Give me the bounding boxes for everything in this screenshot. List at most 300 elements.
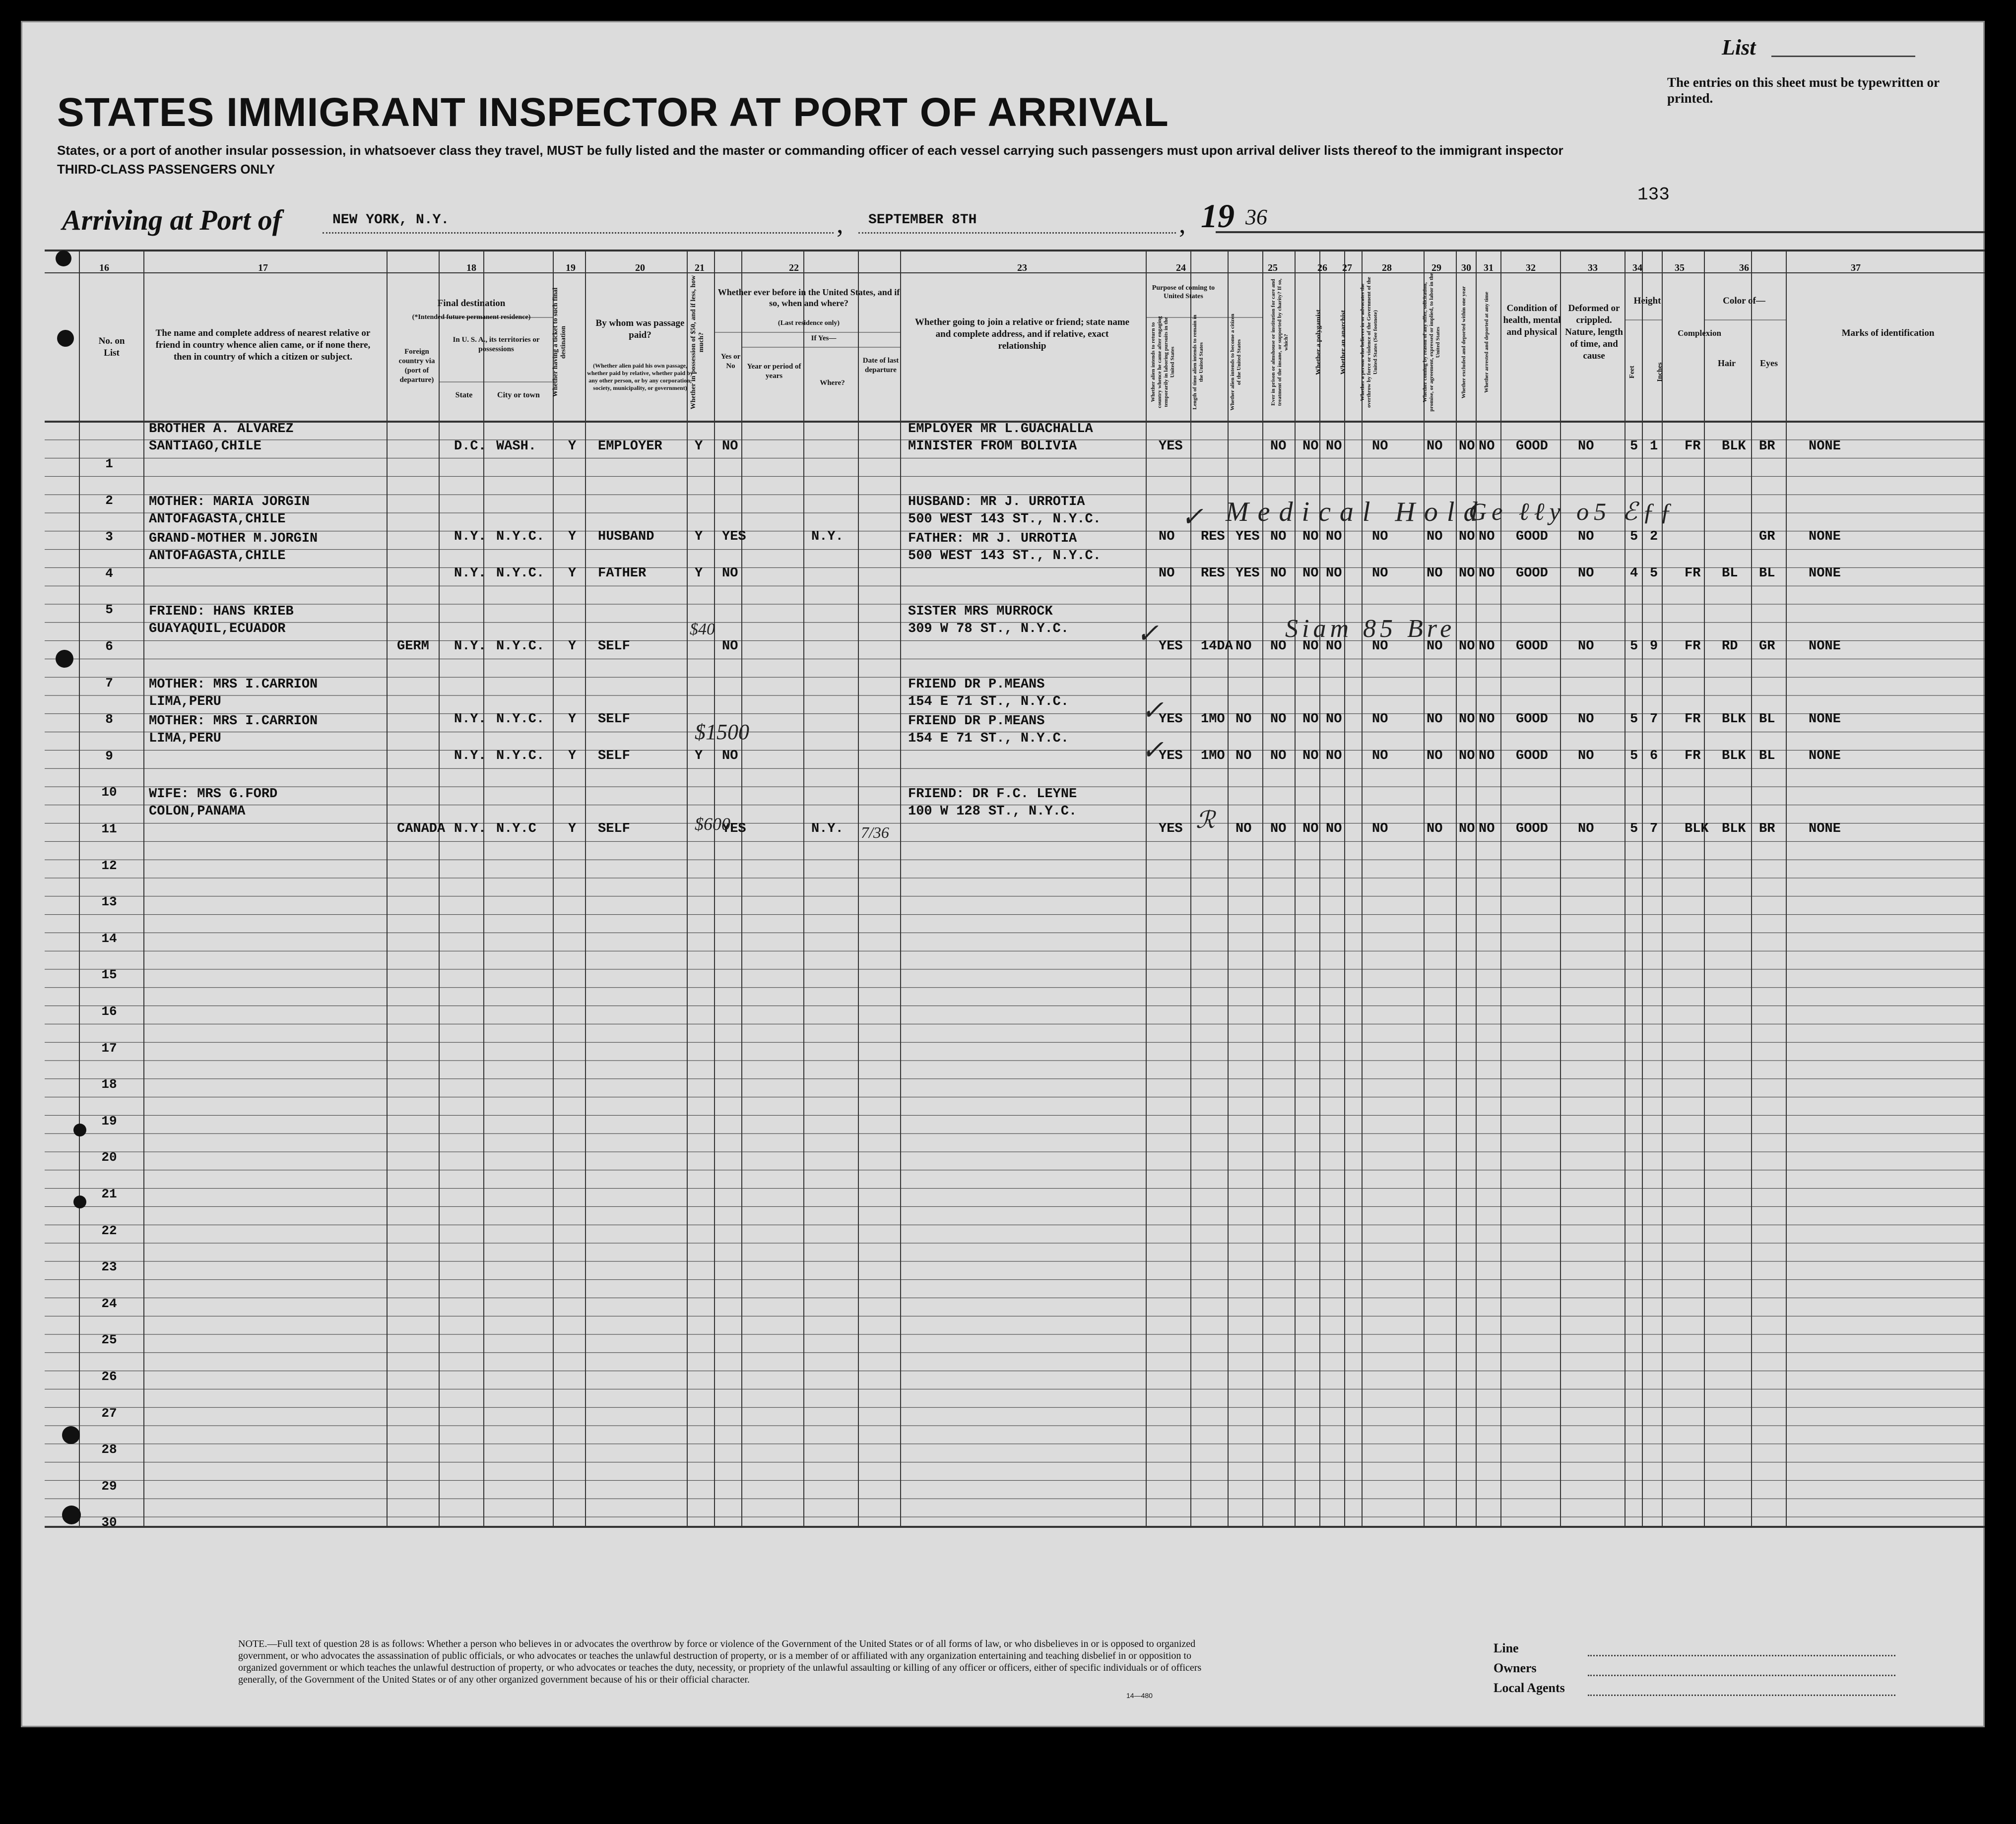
col-34-label: Height bbox=[1633, 296, 1661, 306]
cell-city: N.Y.C. bbox=[496, 748, 545, 763]
cell-c27: NO bbox=[1326, 821, 1342, 836]
handwritten-scribble-row3: Ge ℓℓy o5 ℰƒƒ bbox=[1469, 498, 1677, 525]
cell-p-c: NO bbox=[1236, 748, 1252, 763]
cell-paid: SELF bbox=[598, 639, 630, 654]
cell-c29: NO bbox=[1427, 821, 1443, 836]
cell-rel1: FRIEND: HANS KRIEB bbox=[149, 604, 294, 619]
cell-city: N.Y.C. bbox=[496, 529, 545, 545]
line-number: 14 bbox=[101, 931, 117, 946]
cell-c29: NO bbox=[1427, 439, 1443, 454]
cell-p-c: YES bbox=[1236, 566, 1260, 581]
cell-paid: SELF bbox=[598, 712, 630, 727]
cell-health: GOOD bbox=[1516, 566, 1548, 581]
cell-complexion: FR bbox=[1685, 639, 1701, 654]
line-number: 28 bbox=[101, 1442, 117, 1457]
col-18-number: 18 bbox=[466, 262, 476, 273]
line-number: 6 bbox=[105, 639, 113, 654]
line-number: 8 bbox=[105, 712, 113, 727]
cell-hair: RD bbox=[1722, 639, 1738, 654]
cell-city: WASH. bbox=[496, 439, 537, 454]
cell-c26: NO bbox=[1302, 712, 1319, 727]
cell-eyes: BL bbox=[1759, 712, 1775, 727]
comma-mark: , bbox=[1179, 209, 1186, 239]
cell-hair: BLK bbox=[1722, 821, 1746, 836]
cell-c27: NO bbox=[1326, 529, 1342, 545]
col-37-number: 37 bbox=[1851, 262, 1861, 273]
footer-line-label: Line bbox=[1494, 1641, 1519, 1655]
col-22-where: Where? bbox=[820, 379, 845, 387]
cell-marks: NONE bbox=[1809, 439, 1841, 454]
col-29-label: Whether coming by reason of any offer, solicitation, promise, or agreement, expressed or implied, to labor in the United States bbox=[1422, 273, 1441, 412]
cell-feet: 5 bbox=[1630, 529, 1638, 545]
arriving-label: Arriving at Port of bbox=[62, 204, 282, 236]
cell-health: GOOD bbox=[1516, 712, 1548, 727]
handwritten-scribble-row11: ℛ bbox=[1196, 807, 1215, 833]
check-mark-row6: ✓ bbox=[1136, 619, 1159, 648]
line-number: 7 bbox=[105, 675, 113, 691]
cell-deformed: NO bbox=[1578, 439, 1594, 454]
line-number: 20 bbox=[101, 1150, 117, 1165]
col-16-label: No. on List bbox=[98, 336, 125, 358]
cell-rel2: ANTOFAGASTA,CHILE bbox=[149, 512, 286, 527]
cell-c29: NO bbox=[1427, 566, 1443, 581]
cell-join2: 154 E 71 ST., N.Y.C. bbox=[908, 694, 1069, 710]
cell-c25: NO bbox=[1270, 639, 1287, 654]
cell-join1: FRIEND: DR F.C. LEYNE bbox=[908, 787, 1077, 802]
year-suffix: 36 bbox=[1245, 205, 1267, 229]
page-title: STATES IMMIGRANT INSPECTOR AT PORT OF ARRIVAL bbox=[57, 90, 1169, 135]
cell-complexion: BLK bbox=[1685, 821, 1709, 836]
cell-c28: NO bbox=[1372, 748, 1388, 763]
line-number: 11 bbox=[101, 821, 117, 836]
handwritten-cash-row8: $1500 bbox=[695, 720, 749, 744]
cell-state: N.Y. bbox=[454, 748, 486, 763]
cell-marks: NONE bbox=[1809, 529, 1841, 545]
cell-c28: NO bbox=[1372, 821, 1388, 836]
col-34-number: 34 bbox=[1632, 262, 1642, 273]
cell-c31: NO bbox=[1479, 748, 1495, 763]
line-number: 15 bbox=[101, 967, 117, 983]
col-19-number: 19 bbox=[566, 262, 576, 273]
cell-marks: NONE bbox=[1809, 821, 1841, 836]
line-number: 12 bbox=[101, 858, 117, 873]
col-28-number: 28 bbox=[1382, 262, 1392, 273]
instructions-text: States, or a port of another insular possession, in whatsoever class they travel, MUST be fully listed and the master or commanding officer of each vessel carrying such passengers must upon arrival deliver lists thereof to the immigrant inspector bbox=[57, 143, 1563, 158]
col-35-number: 35 bbox=[1675, 262, 1685, 273]
cell-p-a: YES bbox=[1159, 439, 1183, 454]
cell-deformed: NO bbox=[1578, 566, 1594, 581]
cell-join1: EMPLOYER MR L.GUACHALLA bbox=[908, 422, 1093, 437]
col-32-number: 32 bbox=[1526, 262, 1536, 273]
cell-c25: NO bbox=[1270, 439, 1287, 454]
cell-c31: NO bbox=[1479, 712, 1495, 727]
cell-ticket: Y bbox=[568, 712, 577, 727]
col-33-number: 33 bbox=[1588, 262, 1598, 273]
cell-p-b: RES bbox=[1201, 529, 1225, 545]
cell-where: N.Y. bbox=[811, 821, 844, 836]
cell-before: NO bbox=[722, 639, 738, 654]
cell-ticket: Y bbox=[568, 439, 577, 454]
col-24-label: Purpose of coming to United States bbox=[1152, 284, 1215, 300]
cell-rel2: ANTOFAGASTA,CHILE bbox=[149, 548, 286, 564]
cell-p-a: YES bbox=[1159, 748, 1183, 763]
line-number: 23 bbox=[101, 1259, 117, 1275]
footnote-question-28: NOTE.—Full text of question 28 is as follows: Whether a person who believes in or advocates the overthrow by force or violence of the Government of the United States or of all forms of law, or who disbelieves in or is opposed to organized government, or who advocates the assassination of public officials, or who advocates or teaches the unlawful destruction of property, or is a member of or affiliated with any organization entertaining and teaching disbelief in or opposition to organized government or which teaches the unlawful destruction of property, or who advocates or teaches the duty, necessity, or propriety of the unlawful assaulting or killing of any officer or officers, either of specific individuals or of officers generally, of the Government of the United States or of any other organized government because of his or their official character. bbox=[238, 1638, 1202, 1685]
line-number: 17 bbox=[101, 1040, 117, 1056]
cell-p-a: YES bbox=[1159, 821, 1183, 836]
cell-state: D.C. bbox=[454, 439, 486, 454]
punch-hole bbox=[56, 650, 73, 668]
cell-c31: NO bbox=[1479, 566, 1495, 581]
cell-ticket: Y bbox=[568, 566, 577, 581]
cell-paid: FATHER bbox=[598, 566, 647, 581]
col-22-label: Whether ever before in the United States, and if so, when and where? bbox=[717, 287, 900, 308]
col-24-a-label: Whether alien intends to return to country whence he came after engaging temporarily in laboring pursuits in the United States bbox=[1150, 316, 1175, 408]
cell-paid: HUSBAND bbox=[598, 529, 654, 545]
line-number: 5 bbox=[105, 602, 113, 618]
cell-c25: NO bbox=[1270, 566, 1287, 581]
cell-feet: 5 bbox=[1630, 712, 1638, 727]
col-27-label: Whether an anarchist bbox=[1340, 310, 1347, 375]
cell-p-a: NO bbox=[1159, 566, 1175, 581]
cell-rel1: MOTHER: MRS I.CARRION bbox=[149, 713, 318, 729]
cell-cash: Y bbox=[695, 566, 703, 581]
col-36-hair: Hair bbox=[1718, 358, 1736, 368]
cell-inches: 1 bbox=[1650, 439, 1658, 454]
line-number: 3 bbox=[105, 529, 113, 545]
cell-rel2: LIMA,PERU bbox=[149, 731, 221, 746]
cell-health: GOOD bbox=[1516, 821, 1548, 836]
cell-before: YES bbox=[722, 529, 746, 545]
handwritten-medical-hold: Medical Hold bbox=[1226, 497, 1487, 527]
cell-c27: NO bbox=[1326, 748, 1342, 763]
col-36-label: Color of— bbox=[1723, 296, 1765, 306]
handwritten-date-row11: 7/36 bbox=[861, 823, 889, 841]
col-34-feet: Feet bbox=[1628, 366, 1636, 378]
cell-p-b: 14DA bbox=[1201, 639, 1233, 654]
cell-deformed: NO bbox=[1578, 821, 1594, 836]
cell-eyes: GR bbox=[1759, 639, 1775, 654]
col-22-number: 22 bbox=[789, 262, 799, 273]
cell-complexion: FR bbox=[1685, 748, 1701, 763]
col-23-number: 23 bbox=[1017, 262, 1027, 273]
cell-c26: NO bbox=[1302, 748, 1319, 763]
cell-join1: SISTER MRS MURROCK bbox=[908, 604, 1053, 619]
line-number: 2 bbox=[105, 493, 113, 508]
cell-eyes: BL bbox=[1759, 566, 1775, 581]
cell-p-b: 1MO bbox=[1201, 712, 1225, 727]
cell-complexion: FR bbox=[1685, 566, 1701, 581]
cell-complexion: FR bbox=[1685, 712, 1701, 727]
col-21-label: Whether in possession of $50, and if less, how much? bbox=[690, 275, 705, 410]
cell-hair: BLK bbox=[1722, 439, 1746, 454]
col-22-date: Date of last departure bbox=[862, 357, 899, 374]
cell-eyes: BR bbox=[1759, 439, 1775, 454]
cell-c25: NO bbox=[1270, 821, 1287, 836]
col-36-number: 36 bbox=[1739, 262, 1749, 273]
punch-hole bbox=[62, 1426, 80, 1444]
col-20-label: By whom was passage paid? bbox=[595, 318, 685, 340]
punch-hole bbox=[62, 1506, 81, 1524]
cell-inches: 5 bbox=[1650, 566, 1658, 581]
cell-c25: NO bbox=[1270, 748, 1287, 763]
col-20-sub: (Whether alien paid his own passage, whether paid by relative, whether paid by any other person, or by any corporation, society, municipality, or government) bbox=[587, 362, 693, 391]
col-31-number: 31 bbox=[1484, 262, 1494, 273]
cell-join2: 154 E 71 ST., N.Y.C. bbox=[908, 731, 1069, 746]
cell-deformed: NO bbox=[1578, 712, 1594, 727]
col-24-c-label: Whether alien intends to become a citizen of the United States bbox=[1230, 314, 1242, 411]
cell-join2: 309 W 78 ST., N.Y.C. bbox=[908, 622, 1069, 636]
cell-health: GOOD bbox=[1516, 639, 1548, 654]
cell-c26: NO bbox=[1302, 821, 1319, 836]
col-32-label: Condition of health, mental and physical bbox=[1503, 303, 1561, 337]
col-26-label: Whether a polygamist bbox=[1315, 310, 1322, 375]
cell-inches: 6 bbox=[1650, 748, 1658, 763]
line-number: 21 bbox=[101, 1187, 117, 1201]
cell-c28: NO bbox=[1372, 529, 1388, 545]
punch-hole bbox=[73, 1124, 86, 1136]
list-label: List bbox=[1722, 35, 1756, 60]
col-22-sub: (Last residence only) bbox=[778, 319, 840, 327]
cell-c28: NO bbox=[1372, 712, 1388, 727]
cell-rel2: SANTIAGO,CHILE bbox=[149, 439, 261, 454]
cell-join2: 500 WEST 143 ST., N.Y.C. bbox=[908, 548, 1101, 564]
cell-marks: NONE bbox=[1809, 639, 1841, 654]
cell-ticket: Y bbox=[568, 529, 577, 545]
cell-p-c: NO bbox=[1236, 712, 1252, 727]
col-30-number: 30 bbox=[1461, 262, 1471, 273]
col-24-b-label: Length of time alien intends to remain in the United States bbox=[1192, 314, 1204, 410]
line-number: 13 bbox=[101, 894, 117, 910]
col-37-label: Marks of identification bbox=[1841, 328, 1935, 338]
cell-eyes: GR bbox=[1759, 529, 1775, 545]
footer-owners-field bbox=[1588, 1675, 1895, 1676]
cell-foreign: CANADA bbox=[397, 821, 446, 836]
line-number: 27 bbox=[101, 1405, 117, 1421]
cell-c25: NO bbox=[1270, 712, 1287, 727]
cell-inches: 7 bbox=[1650, 821, 1658, 836]
cell-rel2: GUAYAQUIL,ECUADOR bbox=[149, 622, 286, 636]
col-17-label: The name and complete address of nearest relative or friend in country whence alien came, or if none there, then in country of which a citizen or subject. bbox=[155, 328, 371, 362]
cell-p-a: YES bbox=[1159, 639, 1183, 654]
col-26-number: 26 bbox=[1317, 262, 1327, 273]
cell-c26: NO bbox=[1302, 639, 1319, 654]
punch-hole bbox=[56, 251, 71, 266]
col-17-number: 17 bbox=[258, 262, 268, 273]
cell-c28: NO bbox=[1372, 566, 1388, 581]
cell-c30: NO bbox=[1459, 529, 1475, 545]
cell-c27: NO bbox=[1326, 439, 1342, 454]
cell-state: N.Y. bbox=[454, 529, 486, 545]
footer-owners-label: Owners bbox=[1494, 1661, 1537, 1675]
line-number: 26 bbox=[101, 1369, 117, 1384]
cell-paid: SELF bbox=[598, 748, 630, 763]
line-number: 18 bbox=[101, 1077, 117, 1092]
line-number: 19 bbox=[101, 1113, 117, 1129]
cell-p-a: YES bbox=[1159, 712, 1183, 727]
line-number: 16 bbox=[101, 1004, 117, 1019]
cell-join1: HUSBAND: MR J. URROTIA bbox=[908, 495, 1085, 510]
line-number: 1 bbox=[105, 456, 113, 471]
cell-join1: FATHER: MR J. URROTIA bbox=[908, 531, 1077, 546]
cell-c31: NO bbox=[1479, 529, 1495, 545]
cell-cash: Y bbox=[695, 439, 703, 454]
cell-ticket: Y bbox=[568, 821, 577, 836]
cell-c28: NO bbox=[1372, 639, 1388, 654]
port-value: NEW YORK, N.Y. bbox=[332, 212, 450, 228]
footer-agents-field bbox=[1588, 1695, 1895, 1696]
punch-hole bbox=[57, 330, 74, 347]
cell-c26: NO bbox=[1302, 529, 1319, 545]
cell-city: N.Y.C bbox=[496, 821, 537, 836]
cell-marks: NONE bbox=[1809, 566, 1841, 581]
cell-state: N.Y. bbox=[454, 712, 486, 727]
cell-c27: NO bbox=[1326, 712, 1342, 727]
cell-p-a: NO bbox=[1159, 529, 1175, 545]
cell-c30: NO bbox=[1459, 821, 1475, 836]
cell-hair: BL bbox=[1722, 566, 1738, 581]
sheet-number: 133 bbox=[1637, 185, 1670, 205]
cell-inches: 2 bbox=[1650, 529, 1658, 545]
cell-foreign: GERM bbox=[397, 639, 429, 654]
footer-line-field bbox=[1588, 1655, 1895, 1656]
cell-hair: BLK bbox=[1722, 748, 1746, 763]
cell-c26: NO bbox=[1302, 566, 1319, 581]
cell-join2: MINISTER FROM BOLIVIA bbox=[908, 439, 1077, 454]
cell-feet: 5 bbox=[1630, 821, 1638, 836]
cell-rel2: COLON,PANAMA bbox=[149, 804, 246, 819]
cell-state: N.Y. bbox=[454, 821, 486, 836]
col-16-number: 16 bbox=[99, 262, 109, 273]
handwritten-cash-row11: $600 bbox=[695, 814, 730, 834]
cell-hair: BLK bbox=[1722, 712, 1746, 727]
cell-c26: NO bbox=[1302, 439, 1319, 454]
third-class-label: THIRD-CLASS PASSENGERS ONLY bbox=[57, 162, 275, 177]
punch-hole bbox=[73, 1195, 86, 1208]
cell-deformed: NO bbox=[1578, 529, 1594, 545]
cell-p-c: NO bbox=[1236, 639, 1252, 654]
line-number: 10 bbox=[101, 785, 117, 800]
cell-ticket: Y bbox=[568, 748, 577, 763]
cell-c31: NO bbox=[1479, 821, 1495, 836]
cell-complexion: FR bbox=[1685, 439, 1701, 454]
col-34-inches: Inches bbox=[1656, 362, 1664, 382]
col-33-label: Deformed or crippled. Nature, length of time, and cause bbox=[1565, 303, 1623, 361]
cell-eyes: BL bbox=[1759, 748, 1775, 763]
col-18-sub: (*Intended future permanent residence) bbox=[412, 314, 531, 321]
cell-state: N.Y. bbox=[454, 639, 486, 654]
cell-c30: NO bbox=[1459, 566, 1475, 581]
cell-where: N.Y. bbox=[811, 529, 844, 545]
cell-before: NO bbox=[722, 566, 738, 581]
handwritten-row6-note: Siam 85 Bre bbox=[1285, 615, 1456, 643]
col-18-label: Final destination bbox=[437, 298, 506, 309]
col-35-label: Complexion bbox=[1678, 328, 1721, 338]
cell-c28: NO bbox=[1372, 439, 1388, 454]
cell-c27: NO bbox=[1326, 566, 1342, 581]
cell-city: N.Y.C. bbox=[496, 639, 545, 654]
cell-marks: NONE bbox=[1809, 748, 1841, 763]
col-27-number: 27 bbox=[1342, 262, 1352, 273]
cell-deformed: NO bbox=[1578, 748, 1594, 763]
form-number: 14—480 bbox=[1126, 1692, 1153, 1699]
cell-rel1: BROTHER A. ALVAREZ bbox=[149, 422, 294, 437]
cell-c30: NO bbox=[1459, 748, 1475, 763]
cell-marks: NONE bbox=[1809, 712, 1841, 727]
date-value: SEPTEMBER 8TH bbox=[868, 212, 977, 228]
col-25-label: Ever in prison or almshouse or institution for care and treatment of the insane, or supported by charity? If so, which? bbox=[1270, 278, 1289, 406]
col-19-label: Whether having a ticket to such final destination bbox=[552, 287, 567, 397]
line-number: 4 bbox=[105, 566, 113, 581]
cell-rel1: GRAND-MOTHER M.JORGIN bbox=[149, 531, 318, 546]
line-number: 29 bbox=[101, 1478, 117, 1494]
year-prefix: 19 bbox=[1201, 197, 1235, 235]
cell-before: NO bbox=[722, 439, 738, 454]
cell-join1: FRIEND DR P.MEANS bbox=[908, 677, 1045, 692]
col-31-label: Whether arrested and deported at any time bbox=[1484, 292, 1490, 393]
handwritten-cash-row6: $40 bbox=[690, 620, 715, 638]
cell-paid: EMPLOYER bbox=[598, 439, 662, 454]
cell-c27: NO bbox=[1326, 639, 1342, 654]
cell-feet: 5 bbox=[1630, 639, 1638, 654]
cell-p-b: 1MO bbox=[1201, 748, 1225, 763]
line-number: 30 bbox=[101, 1515, 117, 1530]
cell-eyes: BR bbox=[1759, 821, 1775, 836]
cell-city: N.Y.C. bbox=[496, 566, 545, 581]
cell-rel1: WIFE: MRS G.FORD bbox=[149, 787, 278, 802]
cell-health: GOOD bbox=[1516, 529, 1548, 545]
cell-c29: NO bbox=[1427, 529, 1443, 545]
cell-c31: NO bbox=[1479, 639, 1495, 654]
col-18-city: City or town bbox=[497, 391, 540, 399]
col-18-state: State bbox=[455, 391, 473, 399]
col-36-eyes: Eyes bbox=[1760, 358, 1778, 368]
cell-paid: SELF bbox=[598, 821, 630, 836]
cell-cash: Y bbox=[695, 748, 703, 763]
col-30-label: Whether excluded and deported within one year bbox=[1461, 286, 1467, 399]
cell-feet: 5 bbox=[1630, 748, 1638, 763]
check-mark-row9: ✓ bbox=[1141, 735, 1164, 765]
cell-ticket: Y bbox=[568, 639, 577, 654]
cell-c31: NO bbox=[1479, 439, 1495, 454]
cell-c30: NO bbox=[1459, 439, 1475, 454]
col-22-years: Year or period of years bbox=[747, 363, 801, 380]
line-number: 24 bbox=[101, 1296, 117, 1311]
cell-cash: Y bbox=[695, 529, 703, 545]
line-number: 22 bbox=[101, 1223, 117, 1238]
col-28-label: Whether a person who believes in or advocates the overthrow by force or violence of the Government of the United States (See footnote) bbox=[1360, 277, 1378, 408]
line-number: 25 bbox=[101, 1332, 117, 1348]
cell-health: GOOD bbox=[1516, 439, 1548, 454]
cell-feet: 4 bbox=[1630, 566, 1638, 581]
col-25-number: 25 bbox=[1268, 262, 1278, 273]
cell-c29: NO bbox=[1427, 712, 1443, 727]
cell-rel2: LIMA,PERU bbox=[149, 694, 221, 710]
col-20-number: 20 bbox=[635, 262, 645, 273]
cell-before: NO bbox=[722, 748, 738, 763]
cell-join2: 100 W 128 ST., N.Y.C. bbox=[908, 804, 1077, 819]
cell-health: GOOD bbox=[1516, 748, 1548, 763]
cell-inches: 7 bbox=[1650, 712, 1658, 727]
line-number: 9 bbox=[105, 748, 113, 763]
col-18-usa: In U. S. A., its territories or possessions bbox=[453, 336, 540, 353]
col-18-foreign: Foreign country via (port of departure) bbox=[398, 348, 435, 384]
col-23-label: Whether going to join a relative or friend; state name and complete address, and if relative, exact relationship bbox=[914, 317, 1130, 351]
typewritten-note: The entries on this sheet must be typewritten or printed. bbox=[1667, 75, 1940, 106]
cell-p-c: NO bbox=[1236, 821, 1252, 836]
col-22-yesno: Yes or No bbox=[720, 353, 741, 370]
check-mark-row3: ✓ bbox=[1181, 502, 1204, 532]
